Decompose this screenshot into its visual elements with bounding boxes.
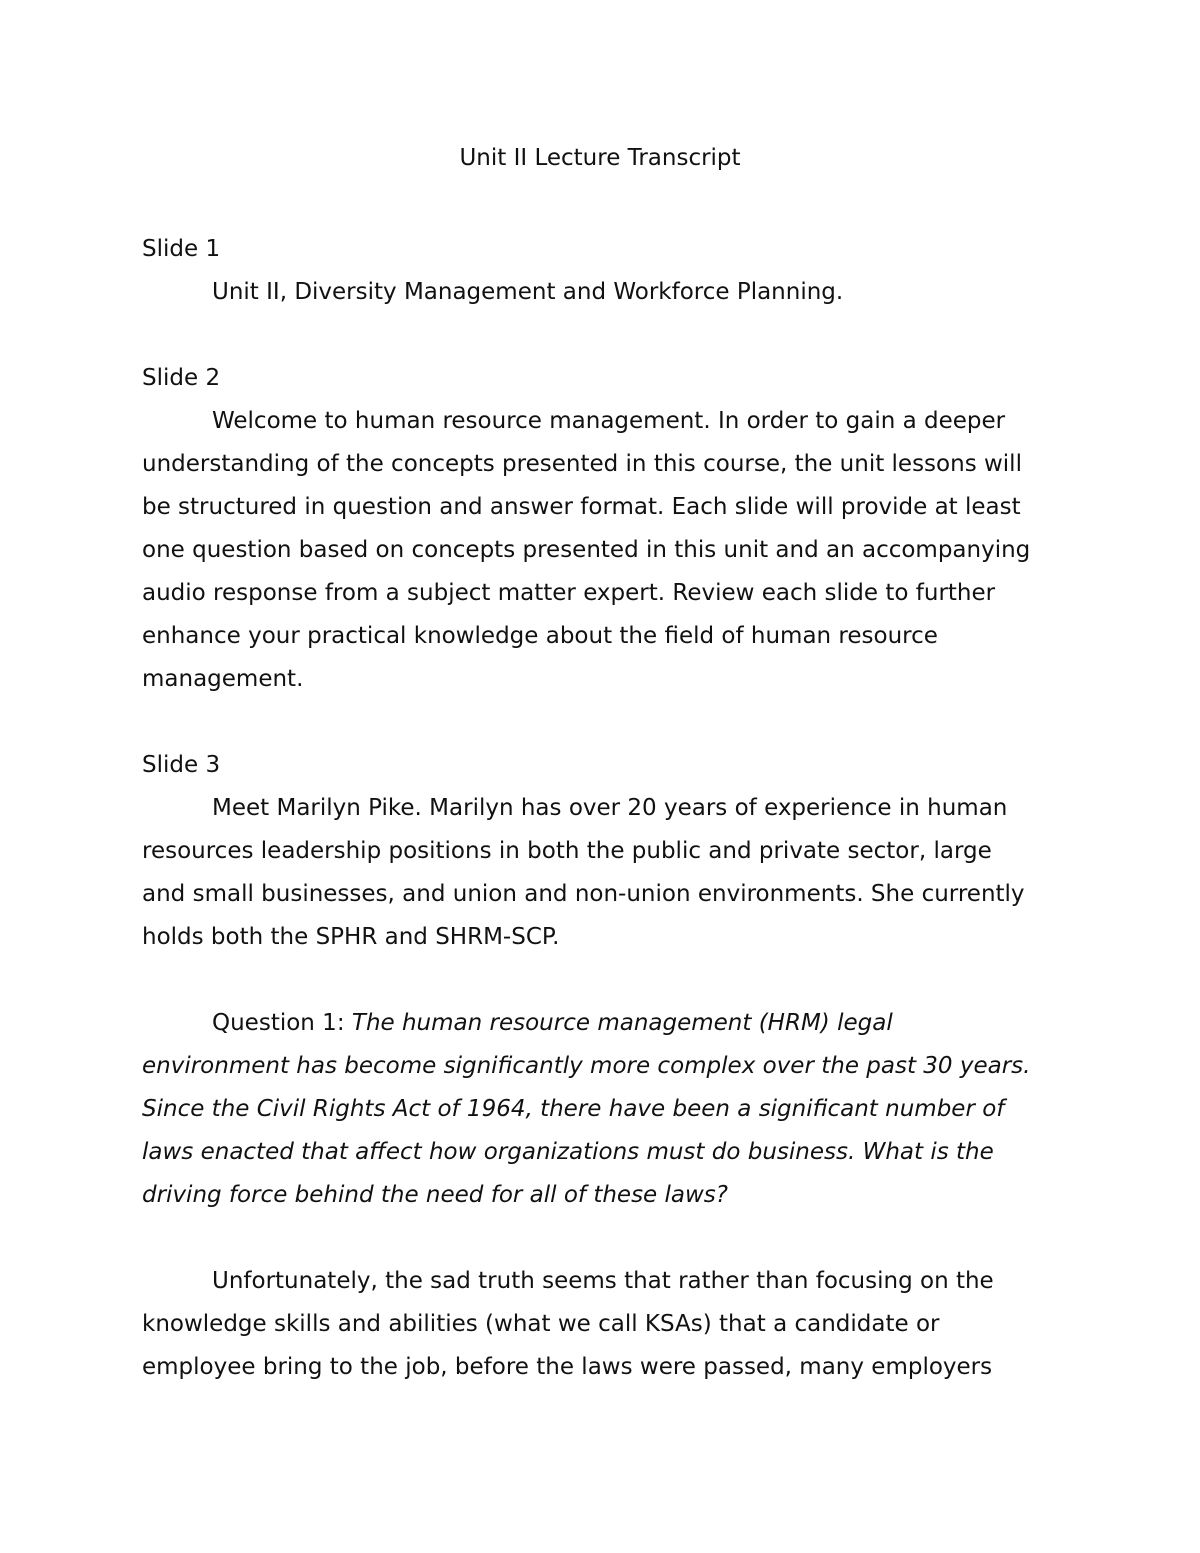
slide-1-line: Unit II, Diversity Management and Workforce Planning.	[212, 279, 844, 305]
answer-line: knowledge skills and abilities (what we call KSAs) that a candidate or	[142, 1311, 940, 1337]
slide-2-paragraph	[142, 400, 1072, 701]
slide-2-line: enhance your practical knowledge about the field of human resource	[142, 623, 938, 649]
question-1-line: laws enacted that affect how organizations must do business. What is the	[142, 1139, 994, 1165]
slide-1-label: Slide 1	[142, 236, 221, 262]
question-1-line: Since the Civil Rights Act of 1964, there have been a significant number of	[142, 1096, 1005, 1122]
slide-3-line: holds both the SPHR and SHRM-SCP.	[142, 924, 560, 950]
slide-2-line: one question based on concepts presented in this unit and an accompanying	[142, 537, 1031, 563]
slide-3-label: Slide 3	[142, 752, 221, 778]
answer-line: employee bring to the job, before the laws were passed, many employers	[142, 1354, 993, 1380]
question-1-first-line	[142, 1002, 1072, 1045]
slide-3-line: Meet Marilyn Pike. Marilyn has over 20 years of experience in human	[212, 795, 1008, 821]
question-1-line: environment has become significantly more complex over the past 30 years.	[142, 1053, 1031, 1079]
document-body	[142, 228, 1072, 1389]
slide-3-intro-paragraph	[142, 787, 1072, 959]
slide-2-line: audio response from a subject matter expert. Review each slide to further	[142, 580, 996, 606]
answer-paragraph	[142, 1260, 1072, 1389]
slide-2-line: management.	[142, 666, 304, 692]
question-1-text: The human resource management (HRM) legal	[351, 1010, 893, 1036]
slide-2-label: Slide 2	[142, 365, 221, 391]
slide-2-line: understanding of the concepts presented in this course, the unit lessons will	[142, 451, 1022, 477]
question-1-paragraph	[142, 1002, 1072, 1217]
answer-line: Unfortunately, the sad truth seems that rather than focusing on the	[212, 1268, 994, 1294]
question-1-prefix: Question 1:	[212, 1010, 352, 1036]
slide-3-line: resources leadership positions in both the public and private sector, large	[142, 838, 992, 864]
question-1-line: driving force behind the need for all of these laws?	[142, 1182, 728, 1208]
document-title: Unit II Lecture Transcript	[459, 145, 741, 171]
slide-2-line: be structured in question and answer format. Each slide will provide at least	[142, 494, 1021, 520]
slide-1-text	[142, 271, 1072, 314]
slide-3-line: and small businesses, and union and non-union environments. She currently	[142, 881, 1025, 907]
slide-2-line: Welcome to human resource management. In order to gain a deeper	[212, 408, 1006, 434]
